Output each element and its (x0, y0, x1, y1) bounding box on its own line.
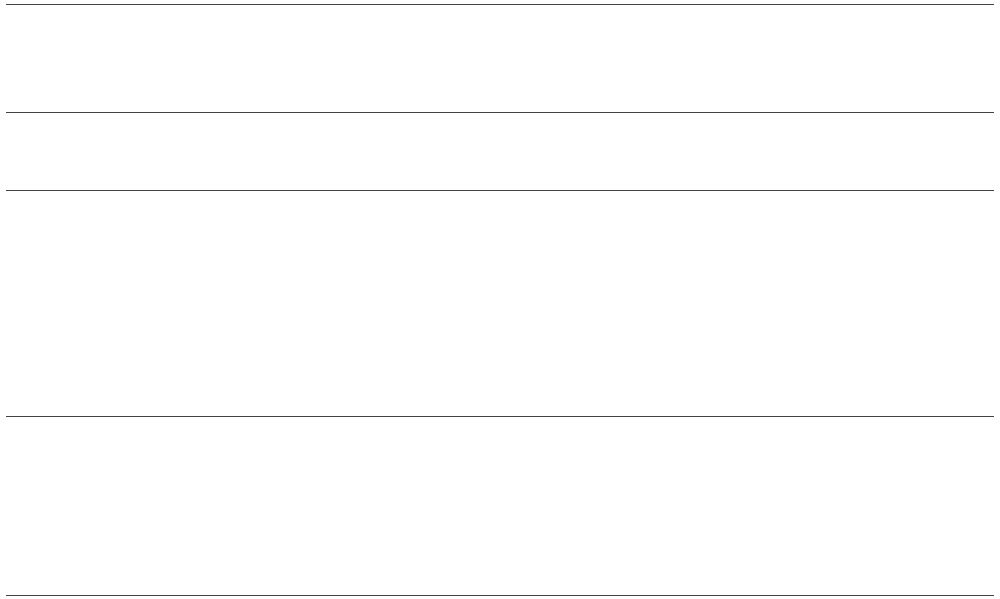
age-cell (809, 168, 840, 190)
era-number-cell (562, 50, 593, 112)
era-number-cell (315, 50, 346, 112)
year-cell (500, 114, 531, 164)
year-cell (624, 114, 655, 164)
era-number-cell (407, 50, 438, 112)
era-cell (500, 6, 531, 50)
event-cell (901, 192, 932, 414)
age-cell (284, 168, 315, 190)
event-cell (68, 192, 99, 414)
era-cell (624, 6, 655, 50)
era-cell (747, 6, 778, 50)
era-number-cell (438, 50, 469, 112)
event-cell (778, 192, 809, 414)
era-number-cell (624, 50, 655, 112)
age-cell (222, 168, 253, 190)
section-divider (6, 416, 994, 417)
year-cell (963, 114, 994, 164)
deaths-cell (68, 418, 99, 594)
era-number-cell (253, 50, 284, 112)
deaths-cell (500, 418, 531, 594)
age-row (6, 168, 994, 190)
era-number-cell (130, 50, 161, 112)
era-cell (840, 6, 871, 50)
deaths-cell (407, 418, 438, 594)
era-number-cell (932, 50, 963, 112)
year-cell (438, 114, 469, 164)
deaths-cell (685, 418, 716, 594)
year-cell (778, 114, 809, 164)
deaths-cell (469, 418, 500, 594)
era-row (6, 6, 994, 50)
event-cell (654, 192, 685, 414)
year-cell (685, 114, 716, 164)
age-cell (315, 168, 346, 190)
age-cell (531, 168, 562, 190)
age-cell (871, 168, 902, 190)
year-cell (130, 114, 161, 164)
year-cell (191, 114, 222, 164)
events-top-rule (6, 190, 994, 191)
age-cell (469, 168, 500, 190)
deaths-cell (593, 418, 624, 594)
event-cell (747, 192, 778, 414)
age-cell (778, 168, 809, 190)
deaths-cell (377, 418, 408, 594)
age-cell (37, 168, 68, 190)
deaths-cell (809, 418, 840, 594)
header-divider (6, 112, 994, 113)
event-cell (346, 192, 377, 414)
year-cell (716, 114, 747, 164)
age-cell (593, 168, 624, 190)
age-cell (253, 168, 284, 190)
age-cell (932, 168, 963, 190)
event-cell (562, 192, 593, 414)
year-cell (932, 114, 963, 164)
age-cell (685, 168, 716, 190)
era-number-cell (840, 50, 871, 112)
era-cell (37, 6, 68, 50)
era-number-cell (191, 50, 222, 112)
era-cell (778, 6, 809, 50)
era-number-cell (747, 50, 778, 112)
western-year-row (6, 114, 994, 164)
year-cell (654, 114, 685, 164)
year-cell (407, 114, 438, 164)
age-cell (407, 168, 438, 190)
deaths-cell (284, 418, 315, 594)
event-cell (716, 192, 747, 414)
era-cell (438, 6, 469, 50)
event-cell (160, 192, 191, 414)
year-cell (871, 114, 902, 164)
era-cell (346, 6, 377, 50)
year-cell (253, 114, 284, 164)
era-cell (809, 6, 840, 50)
age-cell (654, 168, 685, 190)
era-cell (377, 6, 408, 50)
event-cell (438, 192, 469, 414)
event-cell (840, 192, 871, 414)
era-cell (68, 6, 99, 50)
age-cell (840, 168, 871, 190)
year-cell (99, 114, 130, 164)
era-number-cell (809, 50, 840, 112)
era-number-cell (37, 50, 68, 112)
year-cell (284, 114, 315, 164)
deaths-cell (438, 418, 469, 594)
deaths-cell (932, 418, 963, 594)
era-number-cell (531, 50, 562, 112)
era-number-cell (963, 50, 994, 112)
age-cell (963, 168, 994, 190)
age-cell (68, 168, 99, 190)
age-cell (624, 168, 655, 190)
deaths-cell (716, 418, 747, 594)
year-cell (747, 114, 778, 164)
top-rule (6, 4, 994, 5)
event-cell (377, 192, 408, 414)
era-number-cell (346, 50, 377, 112)
era-cell (469, 6, 500, 50)
age-cell (160, 168, 191, 190)
era-number-cell (99, 50, 130, 112)
event-cell (593, 192, 624, 414)
era-cell (284, 6, 315, 50)
deaths-cell (37, 418, 68, 594)
year-cell (222, 114, 253, 164)
event-cell (315, 192, 346, 414)
year-cell (809, 114, 840, 164)
year-cell (6, 114, 37, 164)
event-cell (500, 192, 531, 414)
era-cell (6, 6, 37, 50)
era-number-cell (6, 50, 37, 112)
event-cell (932, 192, 963, 414)
era-number-cell (222, 50, 253, 112)
deaths-cell (654, 418, 685, 594)
era-number-cell (778, 50, 809, 112)
year-cell (593, 114, 624, 164)
era-cell (531, 6, 562, 50)
era-cell (407, 6, 438, 50)
deaths-cell (871, 418, 902, 594)
event-cell (253, 192, 284, 414)
age-cell (901, 168, 932, 190)
event-cell (531, 192, 562, 414)
event-cell (624, 192, 655, 414)
era-cell (901, 6, 932, 50)
era-cell (130, 6, 161, 50)
event-cell (809, 192, 840, 414)
event-cell (685, 192, 716, 414)
deaths-cell (99, 418, 130, 594)
era-cell (160, 6, 191, 50)
event-cell (469, 192, 500, 414)
deaths-cell (624, 418, 655, 594)
era-year-row (6, 50, 994, 112)
event-cell (284, 192, 315, 414)
era-number-cell (500, 50, 531, 112)
event-cell (130, 192, 161, 414)
year-cell (469, 114, 500, 164)
deaths-cell (130, 418, 161, 594)
deaths-cell (901, 418, 932, 594)
age-cell (562, 168, 593, 190)
deaths-section (6, 418, 994, 594)
age-cell (716, 168, 747, 190)
deaths-cell (531, 418, 562, 594)
year-cell (377, 114, 408, 164)
deaths-cell (963, 418, 994, 594)
year-cell (531, 114, 562, 164)
era-cell (99, 6, 130, 50)
deaths-cell (778, 418, 809, 594)
age-cell (99, 168, 130, 190)
era-number-cell (593, 50, 624, 112)
era-number-cell (685, 50, 716, 112)
age-cell (377, 168, 408, 190)
era-cell (685, 6, 716, 50)
era-cell (562, 6, 593, 50)
event-cell (871, 192, 902, 414)
year-cell (562, 114, 593, 164)
deaths-cell (253, 418, 284, 594)
event-cell (191, 192, 222, 414)
era-number-cell (901, 50, 932, 112)
era-number-cell (284, 50, 315, 112)
age-cell (191, 168, 222, 190)
era-number-cell (469, 50, 500, 112)
year-cell (160, 114, 191, 164)
era-number-cell (716, 50, 747, 112)
era-cell (871, 6, 902, 50)
year-cell (37, 114, 68, 164)
era-number-cell (871, 50, 902, 112)
year-cell (68, 114, 99, 164)
deaths-cell (562, 418, 593, 594)
bottom-rule (6, 595, 994, 596)
event-cell (407, 192, 438, 414)
era-number-cell (377, 50, 408, 112)
event-cell (963, 192, 994, 414)
events-section (6, 192, 994, 414)
era-cell (932, 6, 963, 50)
event-cell (222, 192, 253, 414)
age-cell (6, 168, 37, 190)
era-cell (253, 6, 284, 50)
era-cell (593, 6, 624, 50)
event-cell (99, 192, 130, 414)
era-cell (315, 6, 346, 50)
age-cell (500, 168, 531, 190)
year-cell (840, 114, 871, 164)
deaths-cell (840, 418, 871, 594)
age-cell (130, 168, 161, 190)
age-cell (346, 168, 377, 190)
year-cell (315, 114, 346, 164)
deaths-cell (191, 418, 222, 594)
deaths-cell (747, 418, 778, 594)
era-number-cell (160, 50, 191, 112)
year-cell (901, 114, 932, 164)
era-number-cell (654, 50, 685, 112)
deaths-cell (160, 418, 191, 594)
era-cell (963, 6, 994, 50)
event-cell (37, 192, 68, 414)
year-cell (346, 114, 377, 164)
deaths-cell (6, 418, 37, 594)
era-cell (222, 6, 253, 50)
deaths-cell (315, 418, 346, 594)
era-cell (191, 6, 222, 50)
deaths-cell (346, 418, 377, 594)
era-number-cell (68, 50, 99, 112)
age-cell (438, 168, 469, 190)
deaths-cell (222, 418, 253, 594)
era-cell (654, 6, 685, 50)
age-cell (747, 168, 778, 190)
era-cell (716, 6, 747, 50)
event-cell (6, 192, 37, 414)
